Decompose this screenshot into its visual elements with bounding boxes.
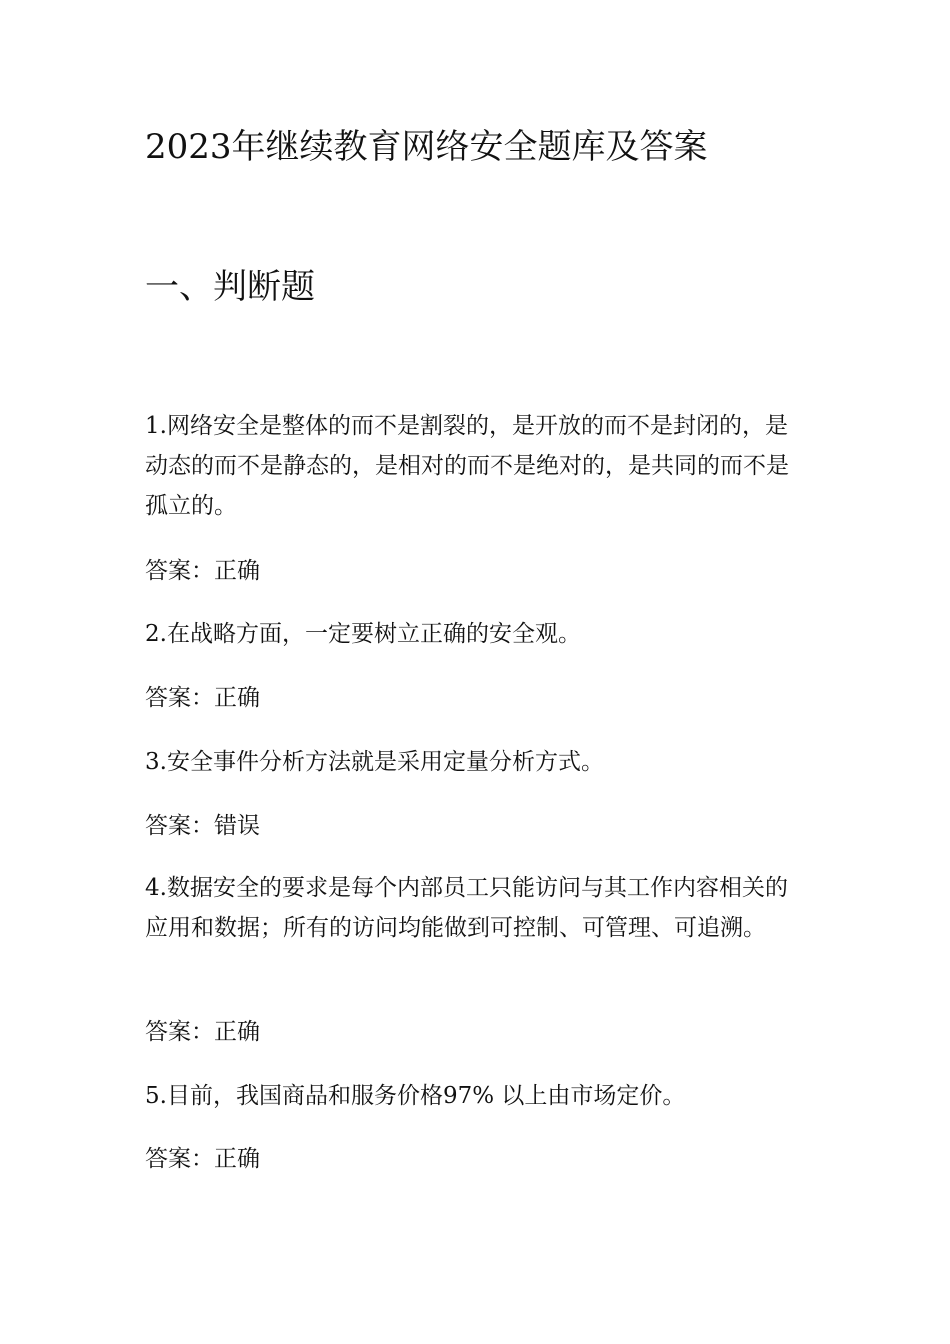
answer-text: 答案：正确	[145, 1146, 260, 1172]
answer-text: 答案：正确	[145, 685, 260, 711]
document-title: 2023年继续教育网络安全题库及答案	[145, 127, 708, 167]
question-text: 1.网络安全是整体的而不是割裂的，是开放的而不是封闭的，是动态的而不是静态的，是相对的而不是绝对的，是共同的而不是孤立的。	[145, 413, 789, 519]
section-title: 一、判断题	[145, 267, 315, 307]
question-text: 4.数据安全的要求是每个内部员工只能访问与其工作内容相关的应用和数据；所有的访问均能做到可控制、可管理、可追溯。	[145, 875, 788, 941]
answer-text: 答案：正确	[145, 1019, 260, 1045]
answer-text: 答案：正确	[145, 558, 260, 584]
answer-text: 答案：错误	[145, 813, 260, 839]
question-text: 3.安全事件分析方法就是采用定量分析方式。	[145, 749, 604, 775]
question-text: 2.在战略方面，一定要树立正确的安全观。	[145, 621, 581, 647]
question-text: 5.目前，我国商品和服务价格97% 以上由市场定价。	[145, 1083, 686, 1109]
